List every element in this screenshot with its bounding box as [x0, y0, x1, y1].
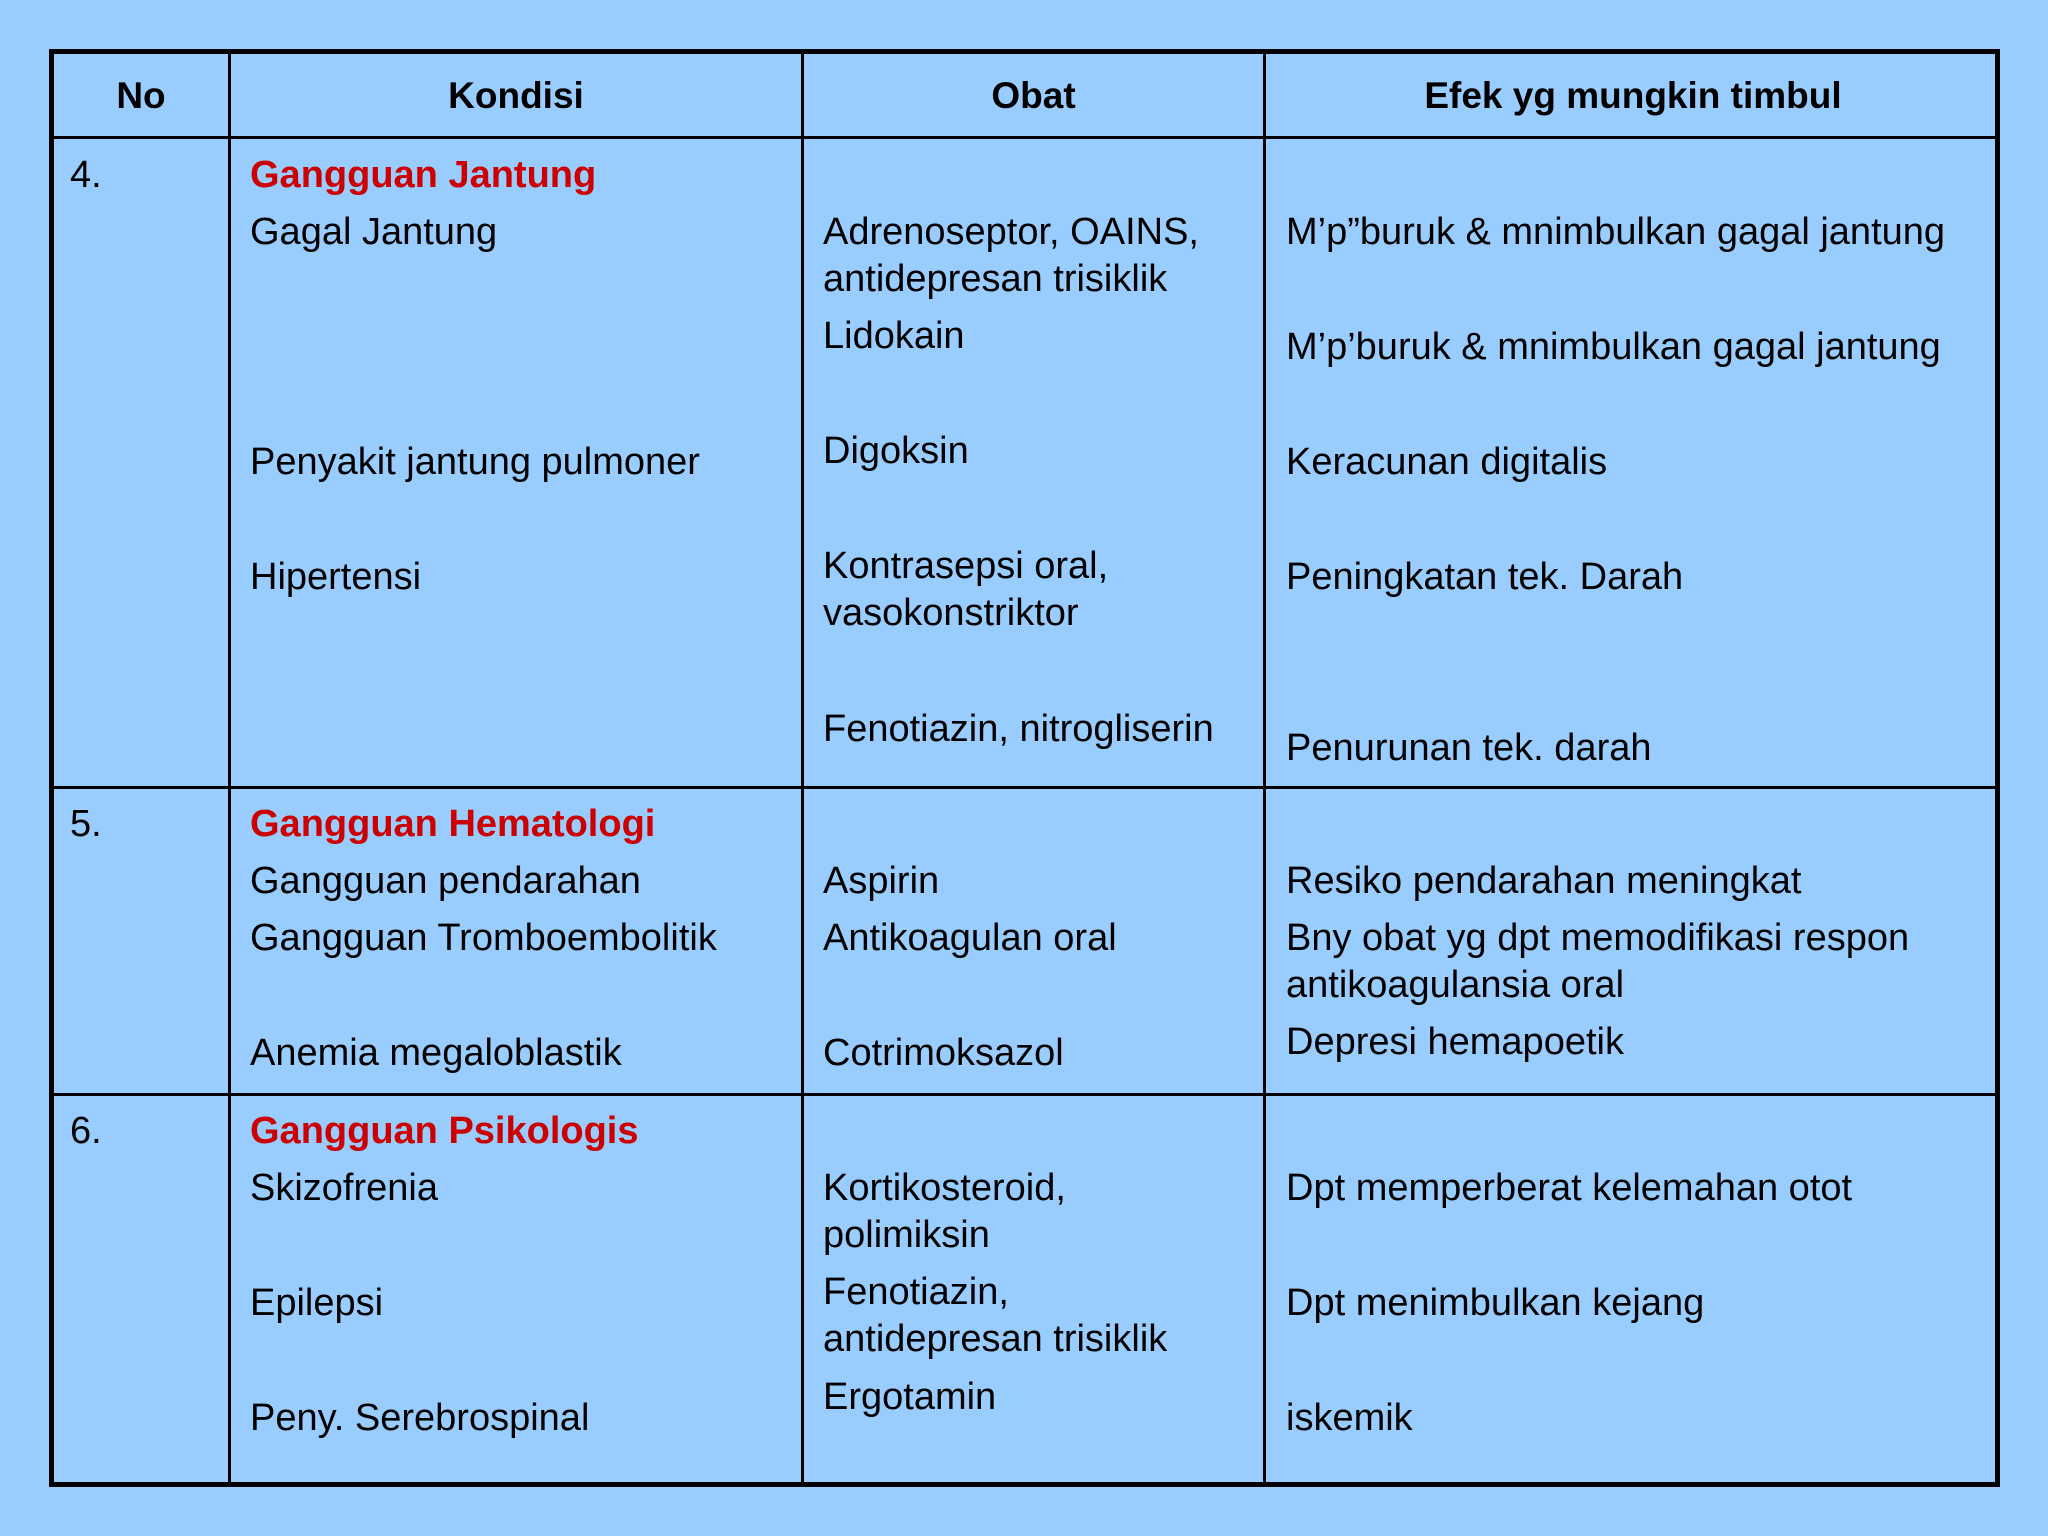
kondisi-item: Peny. Serebrospinal: [250, 1397, 590, 1439]
obat-item: Lidokain: [823, 315, 965, 357]
kondisi-item: Gangguan pendarahan: [250, 860, 641, 902]
column-divider: [228, 54, 231, 1482]
column-divider: [1263, 54, 1266, 1482]
efek-item: Resiko pendarahan meningkat: [1286, 860, 1802, 902]
kondisi-item: Anemia megaloblastik: [250, 1032, 622, 1074]
efek-item: Peningkatan tek. Darah: [1286, 556, 1684, 598]
obat-item: Ergotamin: [823, 1376, 997, 1418]
obat-item: Fenotiazin, nitrogliserin: [823, 708, 1214, 750]
column-divider: [801, 54, 804, 1482]
obat-item: antidepresan trisiklik: [823, 1318, 1168, 1360]
obat-item: Cotrimoksazol: [823, 1032, 1064, 1074]
row-divider: [54, 786, 1995, 789]
kondisi-item: Skizofrenia: [250, 1167, 438, 1209]
row-number: 6.: [70, 1110, 102, 1152]
efek-item: Dpt menimbulkan kejang: [1286, 1282, 1705, 1324]
section-title: Gangguan Hematologi: [250, 803, 656, 845]
drug-condition-table: [49, 49, 2000, 1487]
obat-item: Antikoagulan oral: [823, 917, 1117, 959]
section-title: Gangguan Jantung: [250, 154, 597, 196]
efek-item: Depresi hemapoetik: [1286, 1021, 1624, 1063]
obat-item: Kontrasepsi oral,: [823, 545, 1109, 587]
obat-item: Fenotiazin,: [823, 1271, 1009, 1313]
header-no: No: [116, 75, 166, 116]
efek-item: antikoagulansia oral: [1286, 964, 1625, 1006]
obat-item: polimiksin: [823, 1214, 990, 1256]
header-efek: Efek yg mungkin timbul: [1424, 75, 1842, 116]
efek-item: M’p”buruk & mnimbulkan gagal jantung: [1286, 211, 1946, 253]
row-number: 5.: [70, 803, 102, 845]
kondisi-item: Penyakit jantung pulmoner: [250, 441, 700, 483]
section-title: Gangguan Psikologis: [250, 1110, 639, 1152]
efek-item: Keracunan digitalis: [1286, 441, 1608, 483]
obat-item: Digoksin: [823, 430, 969, 472]
efek-item: M’p’buruk & mnimbulkan gagal jantung: [1286, 326, 1941, 368]
obat-item: Adrenoseptor, OAINS,: [823, 211, 1199, 253]
header-obat: Obat: [991, 75, 1076, 116]
obat-item: Aspirin: [823, 860, 940, 902]
header-kondisi: Kondisi: [448, 75, 584, 116]
efek-item: iskemik: [1286, 1397, 1413, 1439]
kondisi-item: Hipertensi: [250, 556, 422, 598]
row-number: 4.: [70, 154, 102, 196]
obat-item: antidepresan trisiklik: [823, 258, 1168, 300]
row-divider: [54, 1093, 1995, 1096]
efek-item: Dpt memperberat kelemahan otot: [1286, 1167, 1853, 1209]
kondisi-item: Gangguan Tromboembolitik: [250, 917, 717, 959]
obat-item: Kortikosteroid,: [823, 1167, 1066, 1209]
obat-item: vasokonstriktor: [823, 592, 1079, 634]
kondisi-item: Epilepsi: [250, 1282, 384, 1324]
efek-item: Bny obat yg dpt memodifikasi respon: [1286, 917, 1910, 959]
kondisi-item: Gagal Jantung: [250, 211, 498, 253]
efek-item: Penurunan tek. darah: [1286, 727, 1652, 769]
